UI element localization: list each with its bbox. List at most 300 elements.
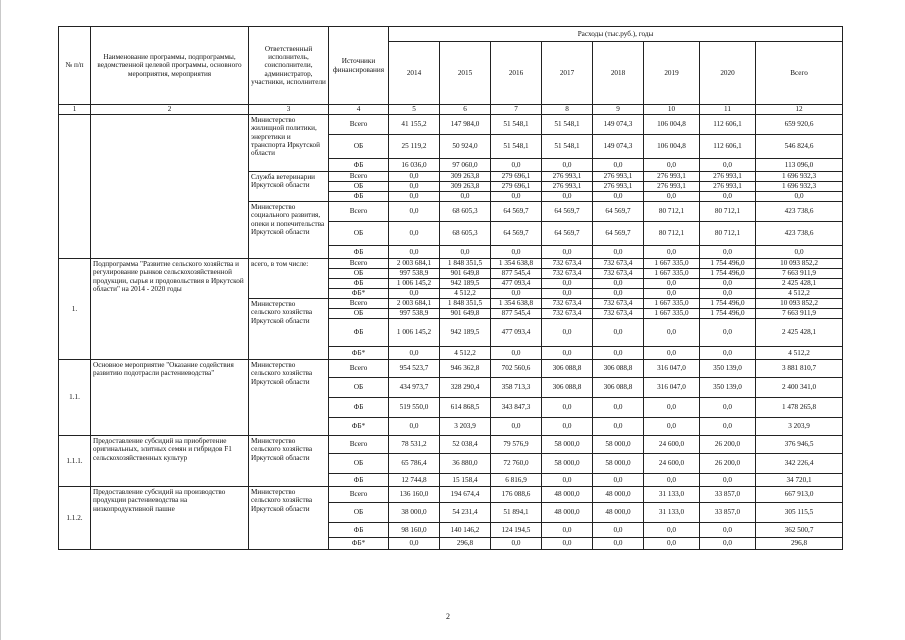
column-index-row (59, 105, 843, 115)
header-total: Всего (756, 42, 843, 105)
amount-year: 25 119,2 (389, 135, 440, 159)
funding-source: ОБ (329, 454, 389, 474)
amount-year: 328 290,4 (440, 378, 491, 398)
amount-year: 97 060,0 (440, 159, 491, 172)
table-row (59, 259, 843, 269)
amount-year: 4 512,2 (440, 289, 491, 299)
amount-year: 316 047,0 (644, 378, 700, 398)
amount-year: 0,0 (593, 289, 644, 299)
column-index: 7 (491, 105, 542, 115)
amount-year: 0,0 (389, 222, 440, 246)
amount-year: 64 569,7 (491, 222, 542, 246)
amount-year: 0,0 (700, 159, 756, 172)
amount-year: 98 160,0 (389, 523, 440, 538)
amount-year: 78 531,2 (389, 436, 440, 454)
program-name: Предоставление субсидий на приобретение оригинальных, элитных семян и гибридов F1 сельскохозяйственных культур (91, 436, 249, 487)
amount-total: 423 738,6 (756, 222, 843, 246)
amount-year: 0,0 (440, 192, 491, 202)
amount-year: 0,0 (700, 192, 756, 202)
amount-total: 362 500,7 (756, 523, 843, 538)
amount-total: 1 696 932,3 (756, 172, 843, 182)
funding-source: Всего (329, 436, 389, 454)
table-row (59, 115, 843, 135)
row-number: 1.1.1. (59, 436, 91, 487)
amount-year: 276 993,1 (700, 172, 756, 182)
column-index: 11 (700, 105, 756, 115)
amount-year: 732 673,4 (593, 259, 644, 269)
amount-year: 16 036,0 (389, 159, 440, 172)
amount-year: 0,0 (644, 319, 700, 347)
amount-year: 0,0 (700, 289, 756, 299)
column-index: 4 (329, 105, 389, 115)
amount-total: 2 400 341,0 (756, 378, 843, 398)
amount-year: 80 712,1 (644, 202, 700, 222)
table-row (59, 436, 843, 454)
column-index: 10 (644, 105, 700, 115)
amount-year: 112 606,1 (700, 135, 756, 159)
amount-year: 33 857,0 (700, 487, 756, 503)
amount-year: 0,0 (644, 192, 700, 202)
column-index: 12 (756, 105, 843, 115)
amount-year: 176 088,6 (491, 487, 542, 503)
amount-year: 0,0 (542, 279, 593, 289)
amount-year: 0,0 (644, 398, 700, 418)
amount-year: 26 200,0 (700, 454, 756, 474)
amount-year: 0,0 (593, 523, 644, 538)
amount-year: 48 000,0 (542, 503, 593, 523)
amount-year: 309 263,8 (440, 182, 491, 192)
amount-year: 36 880,0 (440, 454, 491, 474)
funding-source: ОБ (329, 378, 389, 398)
amount-year: 702 560,6 (491, 360, 542, 378)
header-year: 2019 (644, 42, 700, 105)
funding-source: ФБ* (329, 418, 389, 436)
amount-total: 113 096,0 (756, 159, 843, 172)
amount-year: 477 093,4 (491, 319, 542, 347)
amount-total: 423 738,6 (756, 202, 843, 222)
amount-year: 0,0 (389, 347, 440, 360)
amount-year: 877 545,4 (491, 309, 542, 319)
amount-year: 0,0 (644, 159, 700, 172)
funding-source: ФБ (329, 319, 389, 347)
funding-source: ФБ* (329, 538, 389, 550)
amount-year: 0,0 (491, 289, 542, 299)
funding-source: ФБ (329, 474, 389, 487)
amount-year: 38 000,0 (389, 503, 440, 523)
amount-year: 1 667 335,0 (644, 299, 700, 309)
amount-total: 10 093 852,2 (756, 299, 843, 309)
amount-year: 149 074,3 (593, 115, 644, 135)
amount-year: 350 139,0 (700, 378, 756, 398)
amount-total: 667 913,0 (756, 487, 843, 503)
executor-name: Министерство сельского хозяйства Иркутской области (249, 487, 329, 550)
amount-year: 106 004,8 (644, 135, 700, 159)
amount-year: 0,0 (389, 418, 440, 436)
amount-year: 732 673,4 (542, 299, 593, 309)
amount-year: 0,0 (542, 418, 593, 436)
amount-year: 41 155,2 (389, 115, 440, 135)
amount-year: 0,0 (593, 192, 644, 202)
table-row (59, 487, 843, 503)
funding-source: ОБ (329, 182, 389, 192)
program-name: Подпрограмма "Развитие сельского хозяйства и регулирование рынков сельскохозяйственной продукции, сырья и продовольствия в Иркутской области" на 2014 - 2020 годы (91, 259, 249, 360)
amount-year: 0,0 (389, 192, 440, 202)
amount-year: 2 003 684,1 (389, 299, 440, 309)
header-year: 2017 (542, 42, 593, 105)
amount-year: 1 354 638,8 (491, 259, 542, 269)
amount-year: 358 713,3 (491, 378, 542, 398)
amount-year: 58 000,0 (542, 436, 593, 454)
program-name (91, 115, 249, 259)
funding-source: ОБ (329, 309, 389, 319)
table-body (59, 115, 843, 550)
amount-year: 942 189,5 (440, 319, 491, 347)
amount-year: 732 673,4 (542, 269, 593, 279)
funding-source: ОБ (329, 269, 389, 279)
amount-year: 24 600,0 (644, 454, 700, 474)
amount-year: 26 200,0 (700, 436, 756, 454)
program-name: Основное мероприятие "Оказание содействия развитию подотрасли растениеводства" (91, 360, 249, 436)
amount-year: 0,0 (700, 538, 756, 550)
row-number: 1.1.2. (59, 487, 91, 550)
funding-source: ОБ (329, 135, 389, 159)
amount-year: 51 548,1 (491, 135, 542, 159)
amount-total: 342 226,4 (756, 454, 843, 474)
amount-total: 2 425 428,1 (756, 319, 843, 347)
amount-year: 51 894,1 (491, 503, 542, 523)
amount-year: 1 006 145,2 (389, 319, 440, 347)
amount-year: 0,0 (389, 172, 440, 182)
header-year: 2014 (389, 42, 440, 105)
amount-year: 15 158,4 (440, 474, 491, 487)
amount-year: 0,0 (440, 246, 491, 259)
amount-year: 306 088,8 (593, 360, 644, 378)
amount-year: 0,0 (644, 289, 700, 299)
amount-year: 112 606,1 (700, 115, 756, 135)
amount-year: 519 550,0 (389, 398, 440, 418)
executor-name: Министерство сельского хозяйства Иркутской области (249, 299, 329, 360)
amount-year: 877 545,4 (491, 269, 542, 279)
amount-year: 0,0 (700, 279, 756, 289)
amount-year: 614 868,5 (440, 398, 491, 418)
amount-year: 1 754 496,0 (700, 309, 756, 319)
amount-year: 0,0 (491, 246, 542, 259)
amount-year: 0,0 (644, 246, 700, 259)
amount-year: 79 576,9 (491, 436, 542, 454)
funding-source: ФБ (329, 192, 389, 202)
amount-year: 0,0 (593, 418, 644, 436)
amount-year: 0,0 (593, 279, 644, 289)
amount-year: 64 569,7 (542, 222, 593, 246)
funding-source: ФБ* (329, 347, 389, 360)
amount-year: 901 649,8 (440, 269, 491, 279)
column-index: 8 (542, 105, 593, 115)
amount-total: 2 425 428,1 (756, 279, 843, 289)
amount-year: 80 712,1 (644, 222, 700, 246)
amount-year: 68 605,3 (440, 222, 491, 246)
amount-year: 0,0 (491, 192, 542, 202)
amount-total: 7 663 911,9 (756, 269, 843, 279)
amount-year: 732 673,4 (542, 259, 593, 269)
funding-source: Всего (329, 487, 389, 503)
amount-total: 0,0 (756, 246, 843, 259)
amount-year: 68 605,3 (440, 202, 491, 222)
amount-year: 2 003 684,1 (389, 259, 440, 269)
amount-year: 477 093,4 (491, 279, 542, 289)
amount-total: 1 696 932,3 (756, 182, 843, 192)
funding-source: ФБ (329, 279, 389, 289)
amount-year: 48 000,0 (593, 487, 644, 503)
column-index: 2 (91, 105, 249, 115)
funding-source: ФБ (329, 398, 389, 418)
amount-year: 1 667 335,0 (644, 269, 700, 279)
amount-year: 954 523,7 (389, 360, 440, 378)
executor-name: Министерство сельского хозяйства Иркутской области (249, 360, 329, 436)
amount-year: 12 744,8 (389, 474, 440, 487)
amount-year: 306 088,8 (593, 378, 644, 398)
row-number: 1. (59, 259, 91, 360)
amount-year: 51 548,1 (491, 115, 542, 135)
amount-year: 0,0 (644, 523, 700, 538)
amount-year: 1 754 496,0 (700, 259, 756, 269)
amount-year: 4 512,2 (440, 347, 491, 360)
amount-year: 33 857,0 (700, 503, 756, 523)
column-index: 5 (389, 105, 440, 115)
amount-year: 343 847,3 (491, 398, 542, 418)
amount-year: 0,0 (542, 538, 593, 550)
amount-year: 732 673,4 (593, 299, 644, 309)
funding-source: Всего (329, 172, 389, 182)
row-number: 1.1. (59, 360, 91, 436)
funding-source: Всего (329, 202, 389, 222)
funding-source: ОБ (329, 222, 389, 246)
amount-year: 149 074,3 (593, 135, 644, 159)
executor-name: Министерство социального развития, опеки и попечительства Иркутской области (249, 202, 329, 259)
amount-year: 80 712,1 (700, 202, 756, 222)
amount-year: 296,8 (440, 538, 491, 550)
amount-year: 946 362,8 (440, 360, 491, 378)
header-executor: Ответственный исполнитель, соисполнители, администратор, участники, исполнители (249, 27, 329, 105)
funding-source: Всего (329, 360, 389, 378)
amount-total: 3 881 810,7 (756, 360, 843, 378)
amount-year: 0,0 (542, 523, 593, 538)
amount-year: 0,0 (644, 538, 700, 550)
budget-table (58, 26, 843, 550)
amount-year: 64 569,7 (491, 202, 542, 222)
amount-year: 0,0 (700, 474, 756, 487)
amount-year: 276 993,1 (542, 182, 593, 192)
funding-source: ФБ (329, 159, 389, 172)
executor-name: Министерство сельского хозяйства Иркутской области (249, 436, 329, 487)
table-row (59, 360, 843, 378)
amount-year: 0,0 (389, 202, 440, 222)
amount-year: 0,0 (542, 159, 593, 172)
amount-year: 80 712,1 (700, 222, 756, 246)
amount-year: 0,0 (593, 398, 644, 418)
amount-year: 732 673,4 (542, 309, 593, 319)
amount-year: 58 000,0 (593, 436, 644, 454)
amount-year: 6 816,9 (491, 474, 542, 487)
amount-year: 51 548,1 (542, 135, 593, 159)
amount-year: 54 231,4 (440, 503, 491, 523)
executor-name: Министерство жилищной политики, энергетики и транспорта Иркутской области (249, 115, 329, 172)
amount-year: 24 600,0 (644, 436, 700, 454)
amount-year: 0,0 (700, 398, 756, 418)
amount-year: 51 548,1 (542, 115, 593, 135)
amount-year: 0,0 (593, 319, 644, 347)
amount-year: 0,0 (644, 347, 700, 360)
amount-year: 1 848 351,5 (440, 259, 491, 269)
amount-year: 48 000,0 (593, 503, 644, 523)
amount-year: 306 088,8 (542, 360, 593, 378)
amount-total: 7 663 911,9 (756, 309, 843, 319)
amount-year: 0,0 (593, 347, 644, 360)
amount-total: 376 946,5 (756, 436, 843, 454)
amount-year: 276 993,1 (700, 182, 756, 192)
amount-year: 276 993,1 (644, 172, 700, 182)
header-year: 2015 (440, 42, 491, 105)
amount-year: 136 160,0 (389, 487, 440, 503)
amount-total: 659 920,6 (756, 115, 843, 135)
amount-year: 0,0 (700, 418, 756, 436)
amount-year: 732 673,4 (593, 309, 644, 319)
amount-year: 0,0 (491, 159, 542, 172)
header-row-top (59, 27, 843, 42)
funding-source: Всего (329, 299, 389, 309)
amount-total: 4 512,2 (756, 347, 843, 360)
amount-year: 48 000,0 (542, 487, 593, 503)
amount-year: 1 667 335,0 (644, 309, 700, 319)
amount-year: 0,0 (700, 246, 756, 259)
header-num: № п/п (59, 27, 91, 105)
amount-total: 34 720,1 (756, 474, 843, 487)
amount-year: 0,0 (542, 319, 593, 347)
funding-source: Всего (329, 259, 389, 269)
amount-year: 0,0 (593, 159, 644, 172)
amount-year: 194 674,4 (440, 487, 491, 503)
amount-year: 31 133,0 (644, 487, 700, 503)
amount-year: 64 569,7 (593, 222, 644, 246)
amount-year: 0,0 (644, 474, 700, 487)
amount-year: 350 139,0 (700, 360, 756, 378)
funding-source: ФБ (329, 523, 389, 538)
amount-year: 1 848 351,5 (440, 299, 491, 309)
funding-source: ОБ (329, 503, 389, 523)
amount-year: 1 754 496,0 (700, 269, 756, 279)
amount-total: 546 824,6 (756, 135, 843, 159)
amount-year: 31 133,0 (644, 503, 700, 523)
header-year: 2020 (700, 42, 756, 105)
amount-year: 0,0 (542, 289, 593, 299)
executor-name: всего, в том числе: (249, 259, 329, 299)
amount-total: 0,0 (756, 192, 843, 202)
column-index: 3 (249, 105, 329, 115)
amount-year: 732 673,4 (593, 269, 644, 279)
amount-year: 50 924,0 (440, 135, 491, 159)
amount-year: 279 696,1 (491, 182, 542, 192)
amount-year: 0,0 (542, 474, 593, 487)
amount-year: 0,0 (491, 538, 542, 550)
amount-total: 4 512,2 (756, 289, 843, 299)
amount-year: 0,0 (542, 398, 593, 418)
amount-year: 72 760,0 (491, 454, 542, 474)
amount-year: 997 538,9 (389, 309, 440, 319)
program-name: Предоставление субсидий на производство продукции растениеводства на низкопродуктивной пашне (91, 487, 249, 550)
amount-year: 1 667 335,0 (644, 259, 700, 269)
amount-year: 124 194,5 (491, 523, 542, 538)
amount-year: 0,0 (389, 538, 440, 550)
amount-year: 306 088,8 (542, 378, 593, 398)
funding-source: ФБ (329, 246, 389, 259)
amount-total: 305 115,5 (756, 503, 843, 523)
amount-year: 1 006 145,2 (389, 279, 440, 289)
amount-year: 147 984,0 (440, 115, 491, 135)
amount-total: 10 093 852,2 (756, 259, 843, 269)
amount-year: 942 189,5 (440, 279, 491, 289)
amount-year: 0,0 (491, 347, 542, 360)
amount-year: 0,0 (644, 418, 700, 436)
amount-year: 901 649,8 (440, 309, 491, 319)
amount-year: 0,0 (389, 182, 440, 192)
header-name: Наименование программы, подпрограммы, ведомственной целевой программы, основного мероприятия, мероприятия (91, 27, 249, 105)
amount-year: 0,0 (542, 246, 593, 259)
funding-source: Всего (329, 115, 389, 135)
amount-year: 64 569,7 (542, 202, 593, 222)
amount-year: 0,0 (700, 523, 756, 538)
amount-year: 0,0 (700, 319, 756, 347)
column-index: 1 (59, 105, 91, 115)
amount-year: 0,0 (593, 474, 644, 487)
executor-name: Служба ветеринарии Иркутской области (249, 172, 329, 202)
column-index: 6 (440, 105, 491, 115)
amount-year: 0,0 (389, 246, 440, 259)
amount-total: 296,8 (756, 538, 843, 550)
funding-source: ФБ* (329, 289, 389, 299)
amount-year: 0,0 (593, 538, 644, 550)
amount-year: 0,0 (593, 246, 644, 259)
amount-year: 279 696,1 (491, 172, 542, 182)
amount-year: 309 263,8 (440, 172, 491, 182)
amount-year: 3 203,9 (440, 418, 491, 436)
amount-year: 0,0 (700, 347, 756, 360)
amount-year: 276 993,1 (644, 182, 700, 192)
amount-year: 276 993,1 (542, 172, 593, 182)
amount-year: 0,0 (542, 347, 593, 360)
amount-year: 1 754 496,0 (700, 299, 756, 309)
amount-year: 1 354 638,8 (491, 299, 542, 309)
amount-year: 0,0 (542, 192, 593, 202)
header-year: 2018 (593, 42, 644, 105)
amount-total: 1 478 265,8 (756, 398, 843, 418)
amount-year: 434 973,7 (389, 378, 440, 398)
amount-year: 64 569,7 (593, 202, 644, 222)
amount-year: 316 047,0 (644, 360, 700, 378)
row-number (59, 115, 91, 259)
amount-year: 0,0 (644, 279, 700, 289)
amount-year: 997 538,9 (389, 269, 440, 279)
amount-year: 276 993,1 (593, 182, 644, 192)
amount-year: 0,0 (491, 418, 542, 436)
amount-year: 58 000,0 (593, 454, 644, 474)
header-expenses: Расходы (тыс.руб.), годы (389, 27, 843, 42)
amount-year: 0,0 (389, 289, 440, 299)
page-number: 2 (446, 612, 450, 621)
amount-year: 140 146,2 (440, 523, 491, 538)
amount-year: 106 004,8 (644, 115, 700, 135)
amount-total: 3 203,9 (756, 418, 843, 436)
header-year: 2016 (491, 42, 542, 105)
column-index: 9 (593, 105, 644, 115)
